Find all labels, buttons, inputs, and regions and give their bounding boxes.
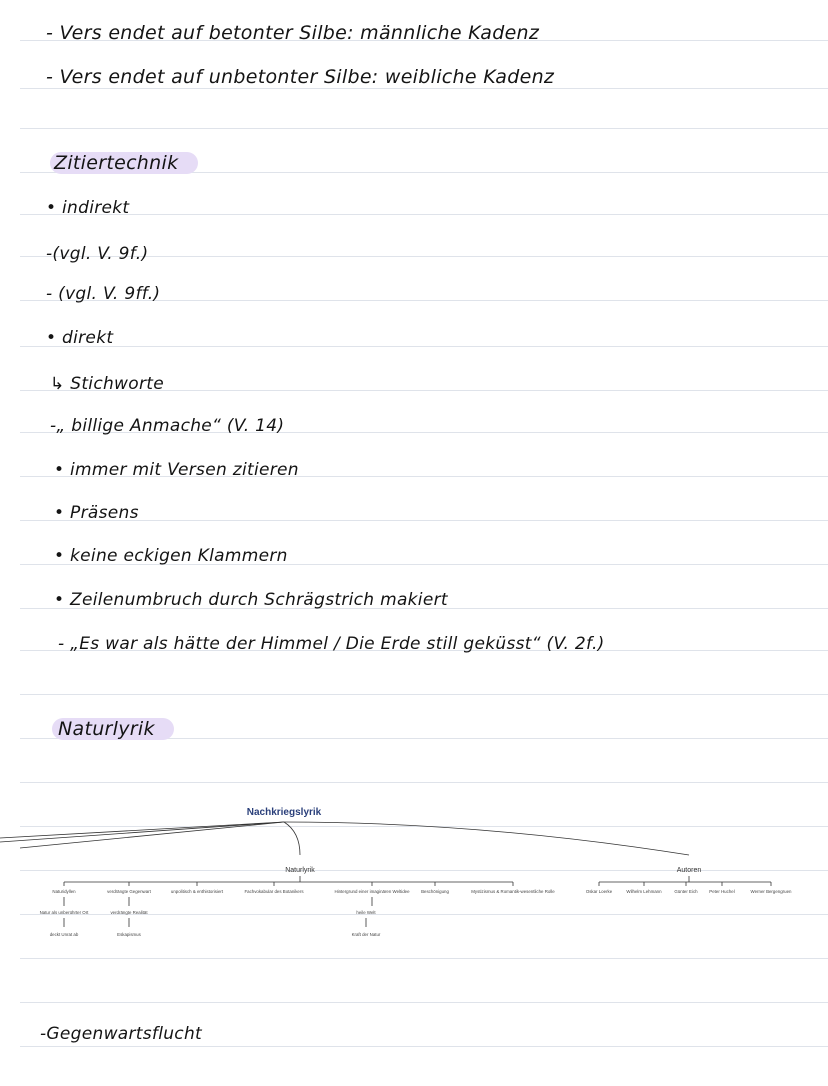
leaf-node: Naturidyllen bbox=[52, 889, 76, 894]
kadenz-line-1: - Vers endet auf betonter Silbe: männliche Kadenz bbox=[46, 22, 540, 44]
kadenz-line-2: - Vers endet auf unbetonter Silbe: weibliche Kadenz bbox=[46, 66, 555, 88]
note-line: • immer mit Versen zitieren bbox=[54, 460, 299, 480]
note-line-gegenwartsflucht: -Gegenwartsflucht bbox=[40, 1024, 202, 1044]
leaf-node: Peter Huchel bbox=[709, 889, 735, 894]
leaf-node: Günter Eich bbox=[674, 889, 698, 894]
note-line: • Präsens bbox=[54, 503, 139, 523]
leaf-node: Fachvokabular des Botanikers bbox=[244, 889, 304, 894]
note-line: • Zeilenumbruch durch Schrägstrich makiert bbox=[54, 590, 448, 610]
leaf-node: Wilhelm Lehmann bbox=[626, 889, 662, 894]
leaf-node: unpolitisch & enthistorisiert bbox=[170, 889, 224, 894]
branch-autoren: Autoren bbox=[676, 867, 702, 874]
leaf-node: Kraft der Natur bbox=[351, 932, 381, 937]
connector-line bbox=[0, 822, 284, 842]
note-line: -(vgl. V. 9f.) bbox=[46, 244, 149, 264]
leaf-node: Oskar Loerke bbox=[585, 889, 613, 894]
note-line: - „Es war als hätte der Himmel / Die Erde still geküsst“ (V. 2f.) bbox=[58, 634, 605, 654]
note-line: • indirekt bbox=[46, 198, 130, 218]
section-heading-naturlyrik: Naturlyrik bbox=[58, 718, 155, 740]
note-line: • direkt bbox=[46, 328, 114, 348]
note-line: - (vgl. V. 9ff.) bbox=[46, 284, 161, 304]
leaf-node: verdrängte Realität bbox=[110, 910, 148, 915]
leaf-node: Beschönigung bbox=[421, 889, 449, 894]
branch-naturlyrik: Naturlyrik bbox=[285, 867, 315, 874]
leaf-node: Hintergrund einer imaginären Weltidee bbox=[334, 889, 410, 894]
connector-line bbox=[284, 822, 689, 855]
leaf-node: Mystizismus & Romantik-wesentliche Rolle bbox=[471, 889, 555, 894]
leaf-node: heile Welt bbox=[356, 910, 376, 915]
connector-line bbox=[284, 822, 300, 855]
section-heading-zitiertechnik: Zitiertechnik bbox=[54, 152, 179, 174]
note-line: -„ billige Anmache“ (V. 14) bbox=[50, 416, 285, 436]
leaf-node: deckt Unrat ab bbox=[49, 932, 79, 937]
note-line: • keine eckigen Klammern bbox=[54, 546, 288, 566]
leaf-node: Eskapismus bbox=[117, 932, 141, 937]
leaf-node: Werner Bergengruen bbox=[750, 889, 792, 894]
leaf-node: Natur als unberührter Ort bbox=[39, 910, 89, 915]
note-line: ↳ Stichworte bbox=[50, 374, 164, 394]
mindmap-root: Nachkriegslyrik bbox=[246, 807, 322, 818]
leaf-node: verdrängte Gegenwart bbox=[107, 889, 151, 894]
